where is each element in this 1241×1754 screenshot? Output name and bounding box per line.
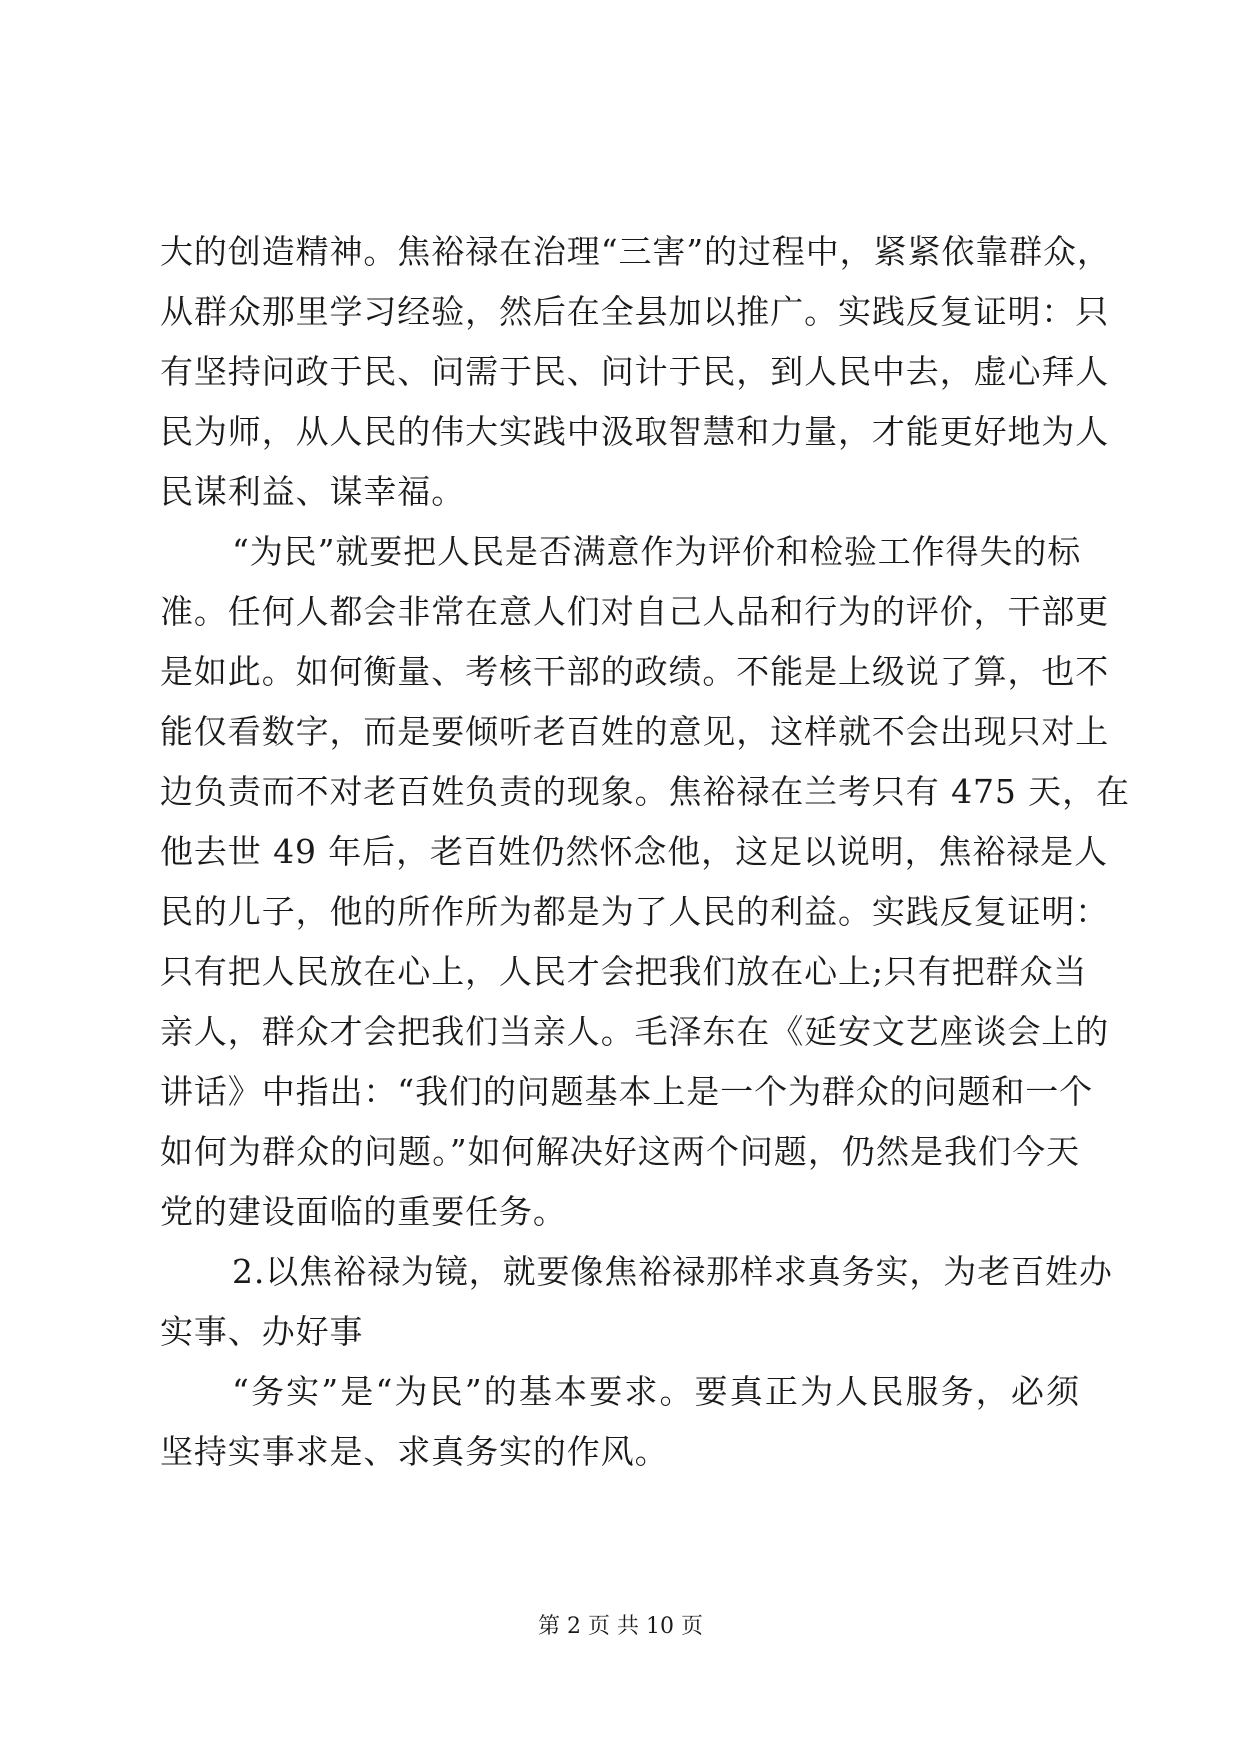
paragraph-line: 讲话》中指出：“我们的问题基本上是一个为群众的问题和一个: [160, 1072, 1094, 1111]
paragraph-line: 亲人，群众才会把我们当亲人。毛泽东在《延安文艺座谈会上的: [160, 1012, 1110, 1051]
section-heading-line: 2.以焦裕禄为镜，就要像焦裕禄那样求真务实，为老百姓办: [232, 1252, 1113, 1291]
paragraph-line: 有坚持问政于民、问需于民、问计于民，到人民中去，虚心拜人: [160, 352, 1110, 391]
paragraph-line: 民谋利益、谋幸福。: [160, 472, 466, 511]
paragraph-line: 是如此。如何衡量、考核干部的政绩。不能是上级说了算，也不: [160, 652, 1110, 691]
paragraph-line: 民为师，从人民的伟大实践中汲取智慧和力量，才能更好地为人: [160, 412, 1110, 451]
paragraph-line: “为民”就要把人民是否满意作为评价和检验工作得失的标: [232, 532, 1082, 571]
paragraph-line: 他去世 49 年后，老百姓仍然怀念他，这足以说明，焦裕禄是人: [160, 832, 1108, 871]
paragraph-line: 准。任何人都会非常在意人们对自己人品和行为的评价，干部更: [160, 592, 1110, 631]
paragraph-line: 坚持实事求是、求真务实的作风。: [160, 1432, 669, 1471]
paragraph-line: 从群众那里学习经验，然后在全县加以推广。实践反复证明：只: [160, 292, 1110, 331]
page-footer: 第 2 页 共 10 页: [538, 1614, 703, 1639]
paragraph-line: 大的创造精神。焦裕禄在治理“三害”的过程中，紧紧依靠群众，: [160, 232, 1111, 271]
paragraph-line: 党的建设面临的重要任务。: [160, 1192, 567, 1231]
paragraph-line: 只有把人民放在心上，人民才会把我们放在心上;只有把群众当: [160, 952, 1088, 991]
section-heading-line: 实事、办好事: [160, 1312, 364, 1351]
paragraph-line: 边负责而不对老百姓负责的现象。焦裕禄在兰考只有 475 天，在: [160, 772, 1130, 811]
paragraph-line: 民的儿子，他的所作所为都是为了人民的利益。实践反复证明：: [160, 892, 1110, 931]
paragraph-line: 如何为群众的问题。”如何解决好这两个问题，仍然是我们今天: [160, 1132, 1080, 1171]
paragraph-line: “务实”是“为民”的基本要求。要真正为人民服务，必须: [232, 1372, 1080, 1411]
paragraph-line: 能仅看数字，而是要倾听老百姓的意见，这样就不会出现只对上: [160, 712, 1110, 751]
